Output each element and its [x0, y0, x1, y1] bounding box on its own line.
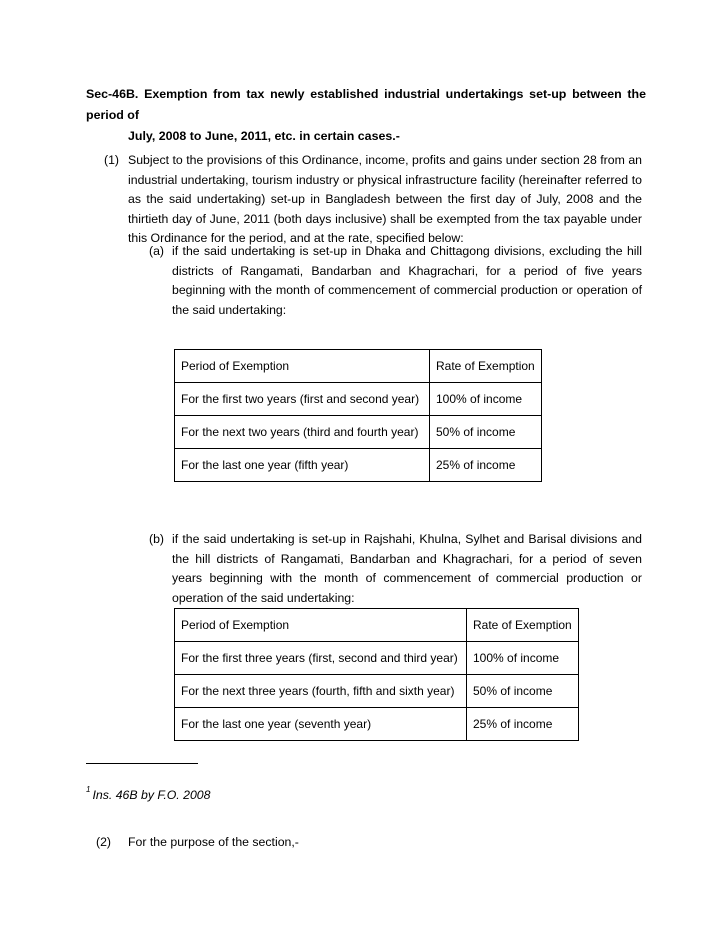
- table-cell: 25% of income: [467, 708, 579, 741]
- subclause-b-number: (b): [149, 532, 165, 546]
- table-row: [175, 449, 542, 482]
- section-heading: [86, 84, 646, 147]
- subclause-a-number: (a): [149, 244, 165, 258]
- footnote-text: Ins. 46B by F.O. 2008: [92, 788, 211, 802]
- table-cell: For the next three years (fourth, fifth and sixth year): [175, 675, 467, 708]
- table-row: [175, 708, 579, 741]
- table-cell: 100% of income: [430, 383, 542, 416]
- clause-1-text: Subject to the provisions of this Ordinance, income, profits and gains under section 28 from an industrial undertaking, tourism industry or physical infrastructure facility (hereinafter referred to as the said undertaking) set-up in Bangladesh between the first day of July, 2008 and the thirtieth day of June, 2011 (both days inclusive) shall be exempted from the tax payable under this Ordinance for the period, and at the rate, specified below:: [128, 153, 642, 245]
- table-header-row: [175, 609, 579, 642]
- table-cell: For the last one year (fifth year): [175, 449, 430, 482]
- exemption-table-b: [174, 608, 579, 741]
- table-header-cell: Rate of Exemption: [430, 350, 542, 383]
- table-cell: 50% of income: [467, 675, 579, 708]
- footnote: [86, 785, 211, 802]
- subclause-a-text: if the said undertaking is set-up in Dhaka and Chittagong divisions, excluding the hill districts of Rangamati, Bandarban and Khagrachari, for a period of five years beginning with the month of commencement of commercial production or operation of the said undertaking:: [172, 244, 642, 317]
- table-header-row: [175, 350, 542, 383]
- clause-2-number: (2): [96, 835, 112, 849]
- table-header-cell: Period of Exemption: [175, 350, 430, 383]
- section-heading-line2: July, 2008 to June, 2011, etc. in certain cases.-: [128, 129, 400, 143]
- table-cell: 25% of income: [430, 449, 542, 482]
- table-header-cell: Period of Exemption: [175, 609, 467, 642]
- exemption-table-a: [174, 349, 542, 482]
- clause-2-text: For the purpose of the section,-: [128, 835, 299, 849]
- table-cell: For the first two years (first and second year): [175, 383, 430, 416]
- table-cell: For the last one year (seventh year): [175, 708, 467, 741]
- table-cell: 100% of income: [467, 642, 579, 675]
- table-cell: For the next two years (third and fourth year): [175, 416, 430, 449]
- table-row: [175, 383, 542, 416]
- table-row: [175, 416, 542, 449]
- footnote-divider: [86, 763, 198, 764]
- clause-1-number: (1): [104, 153, 120, 167]
- subclause-b-text: if the said undertaking is set-up in Rajshahi, Khulna, Sylhet and Barisal divisions and the hill districts of Rangamati, Bandarban and Khagrachari, for a period of seven years beginning with the month of commencement of commercial production or operation of the said undertaking:: [172, 532, 642, 605]
- footnote-marker: 1: [86, 785, 91, 794]
- table-cell: 50% of income: [430, 416, 542, 449]
- table-row: [175, 675, 579, 708]
- table-row: [175, 642, 579, 675]
- table-header-cell: Rate of Exemption: [467, 609, 579, 642]
- section-heading-line1: Sec-46B. Exemption from tax newly established industrial undertakings set-up between the period of: [86, 87, 646, 122]
- table-cell: For the first three years (first, second and third year): [175, 642, 467, 675]
